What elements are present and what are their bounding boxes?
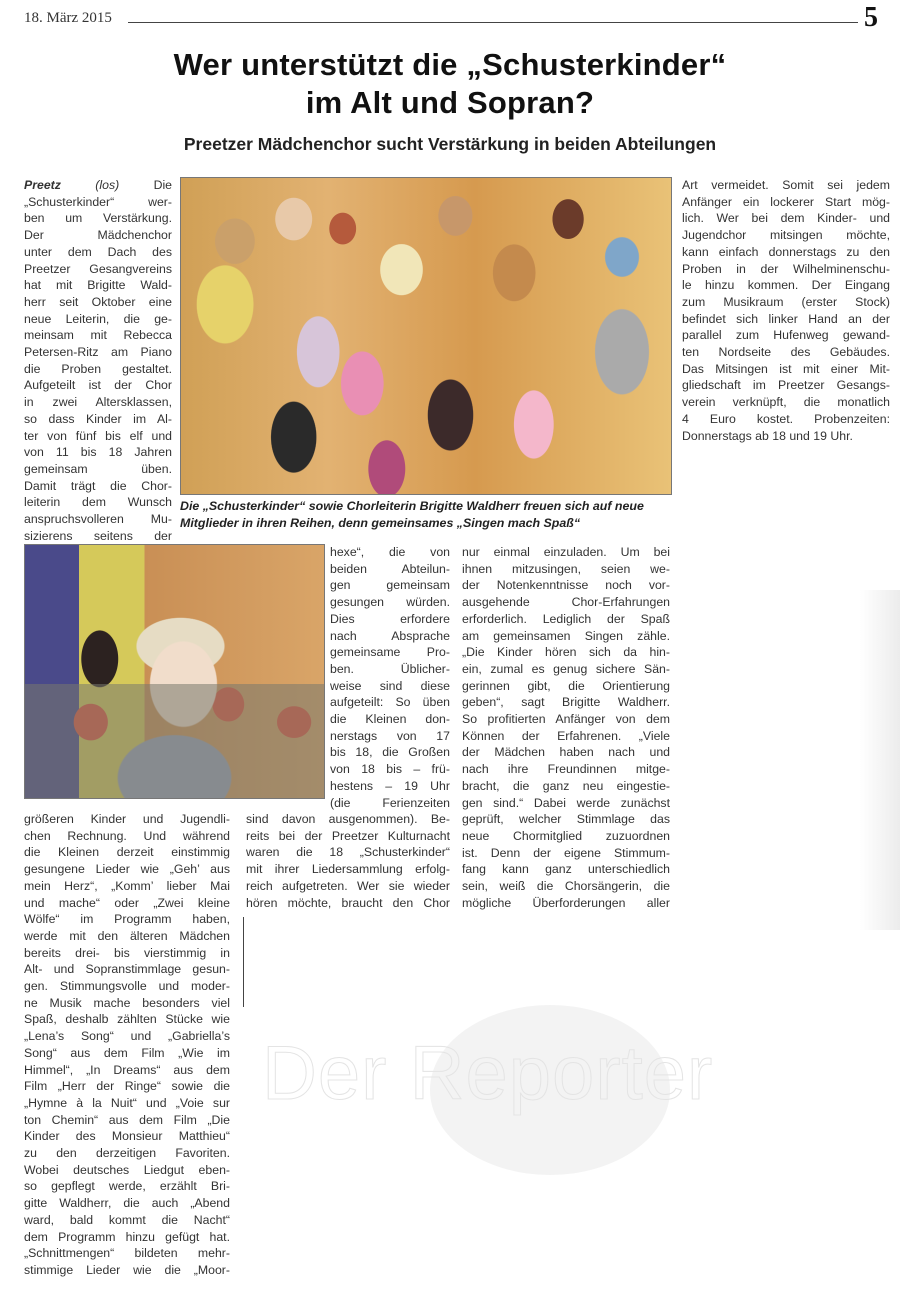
text-line: dem Programm hinzu gefügt hat. <box>24 1229 230 1244</box>
text-line: ton Chemin“ aus dem Film „Die <box>24 1112 230 1127</box>
text-line: „Lena’s Song“ und „Gabriella’s <box>24 1029 230 1044</box>
column-1-bottom <box>24 811 230 1279</box>
text-line: ten Nordseite des Gebäudes. <box>682 345 890 360</box>
text-line: verein verknüpft, die monatlich <box>682 395 890 410</box>
text-line: gen gemeinsam <box>330 578 450 593</box>
text-line: ein, zumal es genug sichere Sän- <box>462 661 670 676</box>
text-line: und mache“ oder „Zwei kleine <box>24 895 230 910</box>
text-line: Film „Herr der Ringe“ sowie die <box>24 1079 230 1094</box>
group-photo <box>180 177 672 495</box>
text-line: mögliche Überforderungen aller <box>462 895 670 910</box>
text-line: sein, weiß die Chorsängerin, die <box>462 879 670 894</box>
text-line: geben“, sagt Brigitte Waldherr. <box>462 695 670 710</box>
scan-edge-line <box>243 917 244 1007</box>
text-line: nach ihre Freundinnen mitge- <box>462 762 670 777</box>
text-line: hat mit Brigitte Wald- <box>24 278 172 293</box>
text-line: befindet sich linker Hand an der <box>682 311 890 326</box>
text-line: bracht, die ganz neu eingestie- <box>462 778 670 793</box>
text-line: Preetzer Gesangvereins <box>24 261 172 276</box>
text-line: Der Mädchenchor <box>24 228 172 243</box>
text-line: leiterin dem Wunsch <box>24 495 172 510</box>
text-line: Song“ aus dem Film „Wie im <box>24 1045 230 1060</box>
text-line: die Kleinen don- <box>330 712 450 727</box>
header-rule <box>128 22 858 23</box>
text-line: chen Rechnung. Und während <box>24 828 230 843</box>
text-line: mein Herz“, „Komm’ lieber Mai <box>24 878 230 893</box>
caption-line-2: Mitglieder in ihren Reihen, denn gemeinsames „Singen mach Spaß“ <box>180 515 581 530</box>
text-line: gliedschaft im Preetzer Gesangs- <box>682 378 890 393</box>
text-line: der Mädchen haben nach und <box>462 745 670 760</box>
text-line: unter dem Dach des <box>24 244 172 259</box>
text-line: zu den derzeitigen Favoriten. <box>24 1146 230 1161</box>
text-line: gesungen würden. <box>330 595 450 610</box>
text-line: nur einmal einzuladen. Um bei <box>462 545 670 559</box>
text-line: der Notenkenntnisse noch vor- <box>462 578 670 593</box>
dateline-author: (los) <box>95 178 120 192</box>
text-line: Die <box>153 178 172 192</box>
subheadline: Preetzer Mädchenchor sucht Verstärkung in beiden Abteilungen <box>183 134 717 154</box>
dateline-place: Preetz <box>24 178 61 192</box>
text-line: Wölfe“ im Programm haben, <box>24 912 230 927</box>
text-line: mit ihrer Liedersammlung erfolg- <box>246 862 450 877</box>
text-line: ter von fünf bis elf und <box>24 428 172 443</box>
text-line: anspruchsvolleren Mu- <box>24 512 172 527</box>
text-line: die Proben gestaltet. <box>24 361 172 376</box>
text-line: ben. Üblicher- <box>330 661 450 676</box>
text-line: Aufgeteilt ist der Chor <box>24 378 172 393</box>
text-line: Kinder des Monsieur Matthieu“ <box>24 1129 230 1144</box>
text-line: stimmige Lieder wie die „Moor- <box>24 1262 230 1277</box>
text-line: am gemeinsamen Singen zähle. <box>462 628 670 643</box>
text-line: ausgehende Chor-Erfahrungen <box>462 595 670 610</box>
dateline <box>24 177 172 194</box>
text-line: erforderlich. Lediglich der Spaß <box>462 611 670 626</box>
text-line: größeren Kinder und Jugendli- <box>24 812 230 826</box>
column-4 <box>682 177 890 444</box>
text-line: (die Ferienzeiten <box>330 795 450 810</box>
text-line: Können der Erfahrenen. „Viele <box>462 728 670 743</box>
text-line: gemeinsame Pro- <box>330 645 450 660</box>
headline <box>0 46 900 122</box>
headline-line-2: im Alt und Sopran? <box>305 85 595 120</box>
text-line: Himmel“, „In Dreams“ aus dem <box>24 1062 230 1077</box>
text-line: gen sind.“ Dabei werde zunächst <box>462 795 670 810</box>
portrait-photo <box>24 544 325 799</box>
text-line: parallel zum Hufenweg gewand- <box>682 328 890 343</box>
text-line: meinsam mit Rebecca <box>24 328 172 343</box>
text-line: von 11 bis 18 Jahren <box>24 445 172 460</box>
scan-shadow <box>860 590 900 930</box>
column-1-top <box>24 177 172 544</box>
text-line: Donnerstags ab 18 und 19 Uhr. <box>682 428 853 443</box>
text-line: Alt- und Sopranstimmlage gesun- <box>24 962 230 977</box>
issue-date: 18. März 2015 <box>24 10 112 26</box>
text-line: so dass Kinder im Al- <box>24 411 172 426</box>
text-line: Art vermeidet. Somit sei jedem <box>682 178 890 192</box>
photo-caption <box>180 498 672 531</box>
text-line: herr seit Oktober eine <box>24 294 172 309</box>
text-line: ist. Denn der eigene Stimmum- <box>462 845 670 860</box>
text-line: werde mit den älteren Mädchen <box>24 928 230 943</box>
text-line: weise sind diese <box>330 678 450 693</box>
text-line: von 18 bis – frü- <box>330 762 450 777</box>
text-line: zum Musikraum (erster Stock) <box>682 294 890 309</box>
text-line: bereits drei- bis vierstimmig in <box>24 945 230 960</box>
text-line: „Schusterkinder“ wer- <box>24 194 172 209</box>
text-line: kann einfach donnerstags zu den <box>682 244 890 259</box>
text-line: Anfänger ein lockerer Start mög- <box>682 194 890 209</box>
text-line: ward, bald kommt die Nacht“ <box>24 1212 230 1227</box>
text-line: Jugendchor mitsingen möchte, <box>682 228 890 243</box>
text-line: hexe“, die von <box>330 545 450 559</box>
text-line: reich aufgetreten. Wer sie wieder <box>246 878 450 893</box>
text-line: Petersen-Ritz am Piano <box>24 345 172 360</box>
text-line: gitte Waldherr, die auch „Abend <box>24 1196 230 1211</box>
watermark-text: Der Reporter <box>262 1031 714 1116</box>
text-line: aufgeteilt: So üben <box>330 695 450 710</box>
text-line: hören möchte, braucht den Chor <box>246 895 450 910</box>
text-line: „Schnittmengen“ bildeten mehr- <box>24 1246 230 1261</box>
text-line: ne Musik mache besonders viel <box>24 995 230 1010</box>
text-line: sind davon ausgenommen). Be- <box>246 812 450 826</box>
text-line: nach Absprache <box>330 628 450 643</box>
text-line: bis 18, die Großen <box>330 745 450 760</box>
text-line: le hinzu kommen. Der Eingang <box>682 278 890 293</box>
column-2-narrow <box>330 544 450 811</box>
text-line: neue Chormitglied zuzuordnen <box>462 828 670 843</box>
text-line: nerstags von 17 <box>330 728 450 743</box>
column-2-wide <box>246 811 450 911</box>
text-line: Das Mitsingen ist mit einer Mit- <box>682 361 890 376</box>
text-line: die Kleinen derzeit einstimmig <box>24 845 230 860</box>
text-line: gerinnen gibt, die Orientierung <box>462 678 670 693</box>
text-line: in zwei Altersklassen, <box>24 395 172 410</box>
text-line: neue Leiterin, die ge- <box>24 311 172 326</box>
text-line: Dies erfordere <box>330 611 450 626</box>
text-line: so gepflegt werde, erzählt Bri- <box>24 1179 230 1194</box>
text-line: hestens – 19 Uhr <box>330 778 450 793</box>
text-line: fang kann ganz unterschiedlich <box>462 862 670 877</box>
text-line: Proben in der Wilhelminenschu- <box>682 261 890 276</box>
text-line: ihnen mitzusingen, seien we- <box>462 561 670 576</box>
text-line: Wobei deutsches Liedgut eben- <box>24 1162 230 1177</box>
page-number: 5 <box>864 2 878 33</box>
headline-line-1: Wer unterstützt die „Schusterkinder“ <box>173 47 727 82</box>
text-line: gen. Stimmungsvolle und moder- <box>24 979 230 994</box>
text-line: geprüft, welcher Stimmlage das <box>462 812 670 827</box>
text-line: Damit trägt die Chor- <box>24 478 172 493</box>
text-line: lich. Wer bei dem Kinder- und <box>682 211 890 226</box>
text-line: sizierens seitens der <box>24 528 172 543</box>
text-line: ben um Verstärkung. <box>24 211 172 226</box>
text-line: gesungene Lieder wie „Geh’ aus <box>24 862 230 877</box>
text-line: Spaß, deshalb zählten Stücke wie <box>24 1012 230 1027</box>
text-line: „Die Kinder hören sich da hin- <box>462 645 670 660</box>
text-line: 4 Euro kostet. Probenzeiten: <box>682 411 890 426</box>
text-line: „Hymne à la Nuit“ und „Voie sur <box>24 1095 230 1110</box>
caption-line-1: Die „Schusterkinder“ sowie Chorleiterin Brigitte Waldherr freuen sich auf neue <box>180 499 644 513</box>
text-line: gemeinsam üben. <box>24 461 172 476</box>
text-line: So profitierten Anfänger von dem <box>462 712 670 727</box>
text-line: beiden Abteilun- <box>330 561 450 576</box>
text-line: waren die 18 „Schusterkinder“ <box>246 845 450 860</box>
text-line: reits bei der Preetzer Kulturnacht <box>246 828 450 843</box>
column-3 <box>462 544 670 911</box>
